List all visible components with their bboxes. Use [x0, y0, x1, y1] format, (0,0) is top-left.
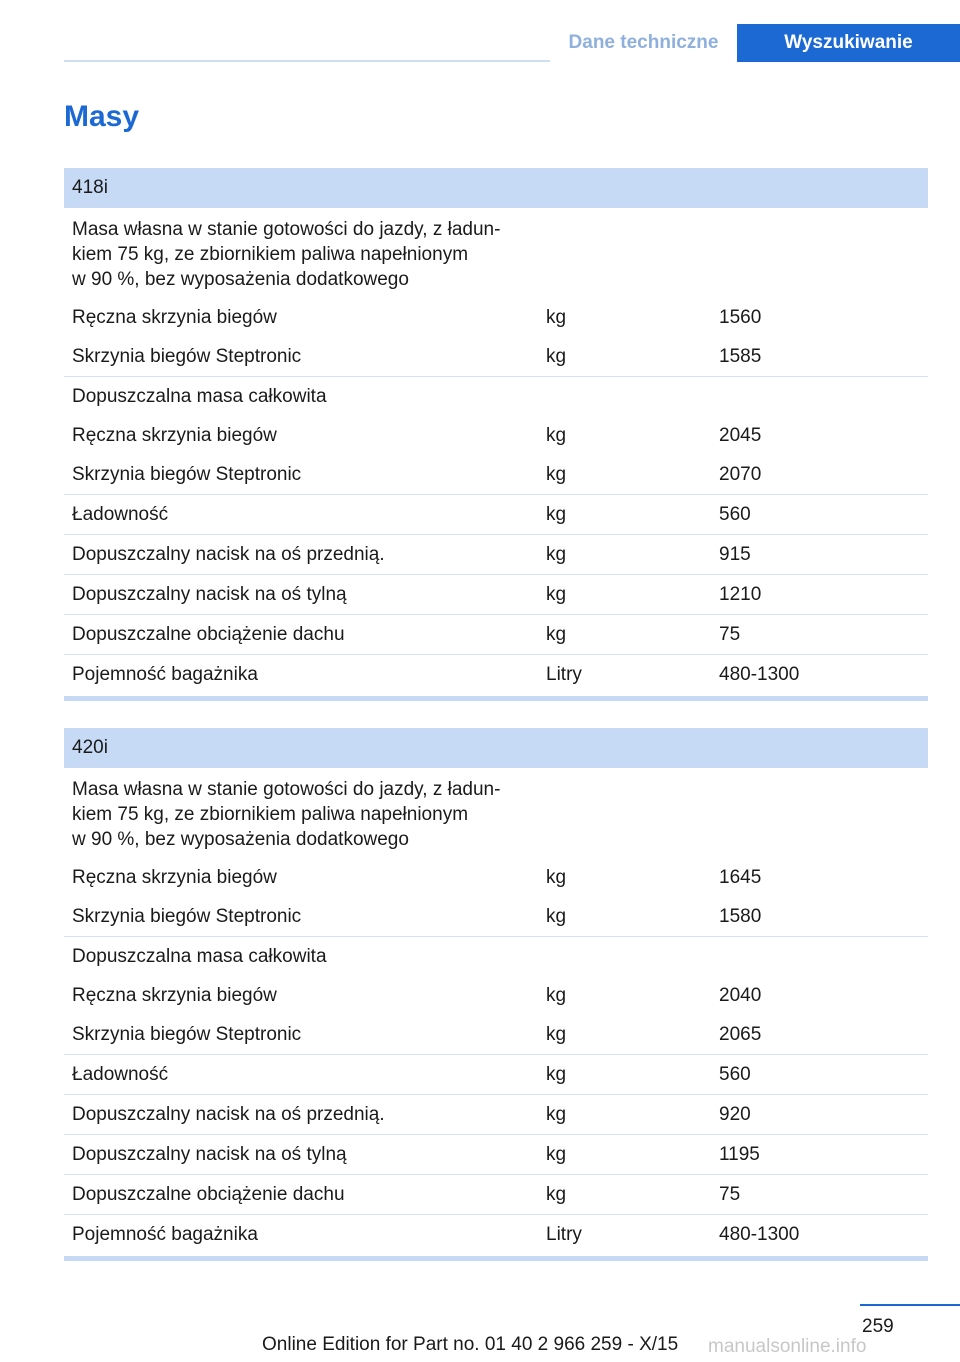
curb-weight-description: Masa własna w stanie gotowości do jazdy, z ładun- kiem 75 kg, ze zbiornikiem paliwa napełnionym w 90 %, bez wyposażenia dodatkowego: [72, 779, 501, 850]
row-value: 1580: [719, 906, 762, 927]
row-unit: kg: [546, 425, 567, 446]
table-row: [64, 1214, 928, 1254]
row-label: Pojemność bagażnika: [72, 664, 258, 685]
row-unit: kg: [546, 307, 567, 328]
row-label: Dopuszczalny nacisk na oś przednią.: [72, 1104, 385, 1125]
row-unit: Litry: [546, 1224, 582, 1245]
table-row-description: [64, 768, 928, 858]
table-row: [64, 534, 928, 574]
row-label: Skrzynia biegów Steptronic: [72, 346, 302, 367]
row-unit: Litry: [546, 664, 582, 685]
row-label: Ręczna skrzynia biegów: [72, 307, 277, 328]
row-value: 1585: [719, 346, 762, 367]
table-row: [64, 298, 928, 337]
footer-rule: [860, 1304, 960, 1306]
row-value: 560: [719, 1064, 751, 1085]
row-label: Dopuszczalny nacisk na oś tylną: [72, 584, 347, 605]
row-value: 1560: [719, 307, 762, 328]
page-title: Masy: [64, 100, 140, 133]
table-row: [64, 654, 928, 694]
row-value: 2070: [719, 464, 762, 485]
row-label: Ręczna skrzynia biegów: [72, 425, 277, 446]
row-label: Skrzynia biegów Steptronic: [72, 1024, 302, 1045]
header-tabs: [550, 24, 960, 62]
row-value: 560: [719, 504, 751, 525]
row-unit: kg: [546, 1024, 567, 1045]
table-end-rule: [64, 696, 928, 701]
row-unit: kg: [546, 1104, 567, 1125]
row-value: 75: [719, 624, 741, 645]
table-row: [64, 1134, 928, 1174]
row-value: 920: [719, 1104, 751, 1125]
row-unit: kg: [546, 624, 567, 645]
table-row: [64, 455, 928, 494]
row-label: Skrzynia biegów Steptronic: [72, 464, 302, 485]
curb-weight-description: Masa własna w stanie gotowości do jazdy, z ładun- kiem 75 kg, ze zbiornikiem paliwa napełnionym w 90 %, bez wyposażenia dodatkowego: [72, 219, 501, 290]
row-unit: kg: [546, 544, 567, 565]
table-row: [64, 858, 928, 897]
row-value: 2065: [719, 1024, 762, 1045]
row-label: Dopuszczalne obciążenie dachu: [72, 624, 345, 645]
row-value: 480-1300: [719, 1224, 800, 1245]
table-row: [64, 416, 928, 455]
table-row: [64, 897, 928, 936]
watermark: manualsonline.info: [708, 1336, 867, 1357]
model-header: 420i: [64, 728, 928, 768]
spec-table-418i: [64, 168, 928, 701]
table-row: [64, 976, 928, 1015]
edition-text: Online Edition for Part no. 01 40 2 966 259 - X/15: [262, 1334, 679, 1355]
table-end-rule: [64, 1256, 928, 1261]
row-unit: kg: [546, 906, 567, 927]
row-unit: kg: [546, 867, 567, 888]
row-unit: kg: [546, 346, 567, 367]
table-row: [64, 1054, 928, 1094]
table-row: [64, 614, 928, 654]
tab-dane-techniczne[interactable]: Dane techniczne: [550, 24, 737, 62]
row-value: 915: [719, 544, 751, 565]
row-label: Dopuszczalny nacisk na oś tylną: [72, 1144, 347, 1165]
gross-weight-title: Dopuszczalna masa całkowita: [72, 946, 327, 967]
row-value: 75: [719, 1184, 741, 1205]
tab-wyszukiwanie[interactable]: Wyszukiwanie: [737, 24, 960, 62]
model-header: 418i: [64, 168, 928, 208]
table-row: [64, 1015, 928, 1054]
row-unit: kg: [546, 1184, 567, 1205]
row-label: Pojemność bagażnika: [72, 1224, 258, 1245]
row-unit: kg: [546, 1144, 567, 1165]
row-unit: kg: [546, 985, 567, 1006]
row-unit: kg: [546, 584, 567, 605]
row-unit: kg: [546, 464, 567, 485]
row-value: 2045: [719, 425, 762, 446]
row-value: 1195: [719, 1144, 760, 1165]
row-label: Ładowność: [72, 504, 169, 525]
row-label: Ręczna skrzynia biegów: [72, 867, 277, 888]
gross-weight-title: Dopuszczalna masa całkowita: [72, 386, 327, 407]
table-row: [64, 1094, 928, 1134]
table-row-gross-title: [64, 376, 928, 416]
table-row: [64, 494, 928, 534]
row-label: Dopuszczalne obciążenie dachu: [72, 1184, 345, 1205]
row-label: Dopuszczalny nacisk na oś przednią.: [72, 544, 385, 565]
table-row-description: [64, 208, 928, 298]
table-row: [64, 337, 928, 376]
table-row: [64, 574, 928, 614]
spec-table-420i: [64, 728, 928, 1261]
row-label: Skrzynia biegów Steptronic: [72, 906, 302, 927]
row-value: 1210: [719, 584, 762, 605]
row-unit: kg: [546, 504, 567, 525]
row-value: 480-1300: [719, 664, 800, 685]
page-number: 259: [862, 1316, 894, 1337]
row-label: Ładowność: [72, 1064, 169, 1085]
table-row-gross-title: [64, 936, 928, 976]
row-label: Ręczna skrzynia biegów: [72, 985, 277, 1006]
row-value: 1645: [719, 867, 762, 888]
row-value: 2040: [719, 985, 762, 1006]
table-row: [64, 1174, 928, 1214]
row-unit: kg: [546, 1064, 567, 1085]
